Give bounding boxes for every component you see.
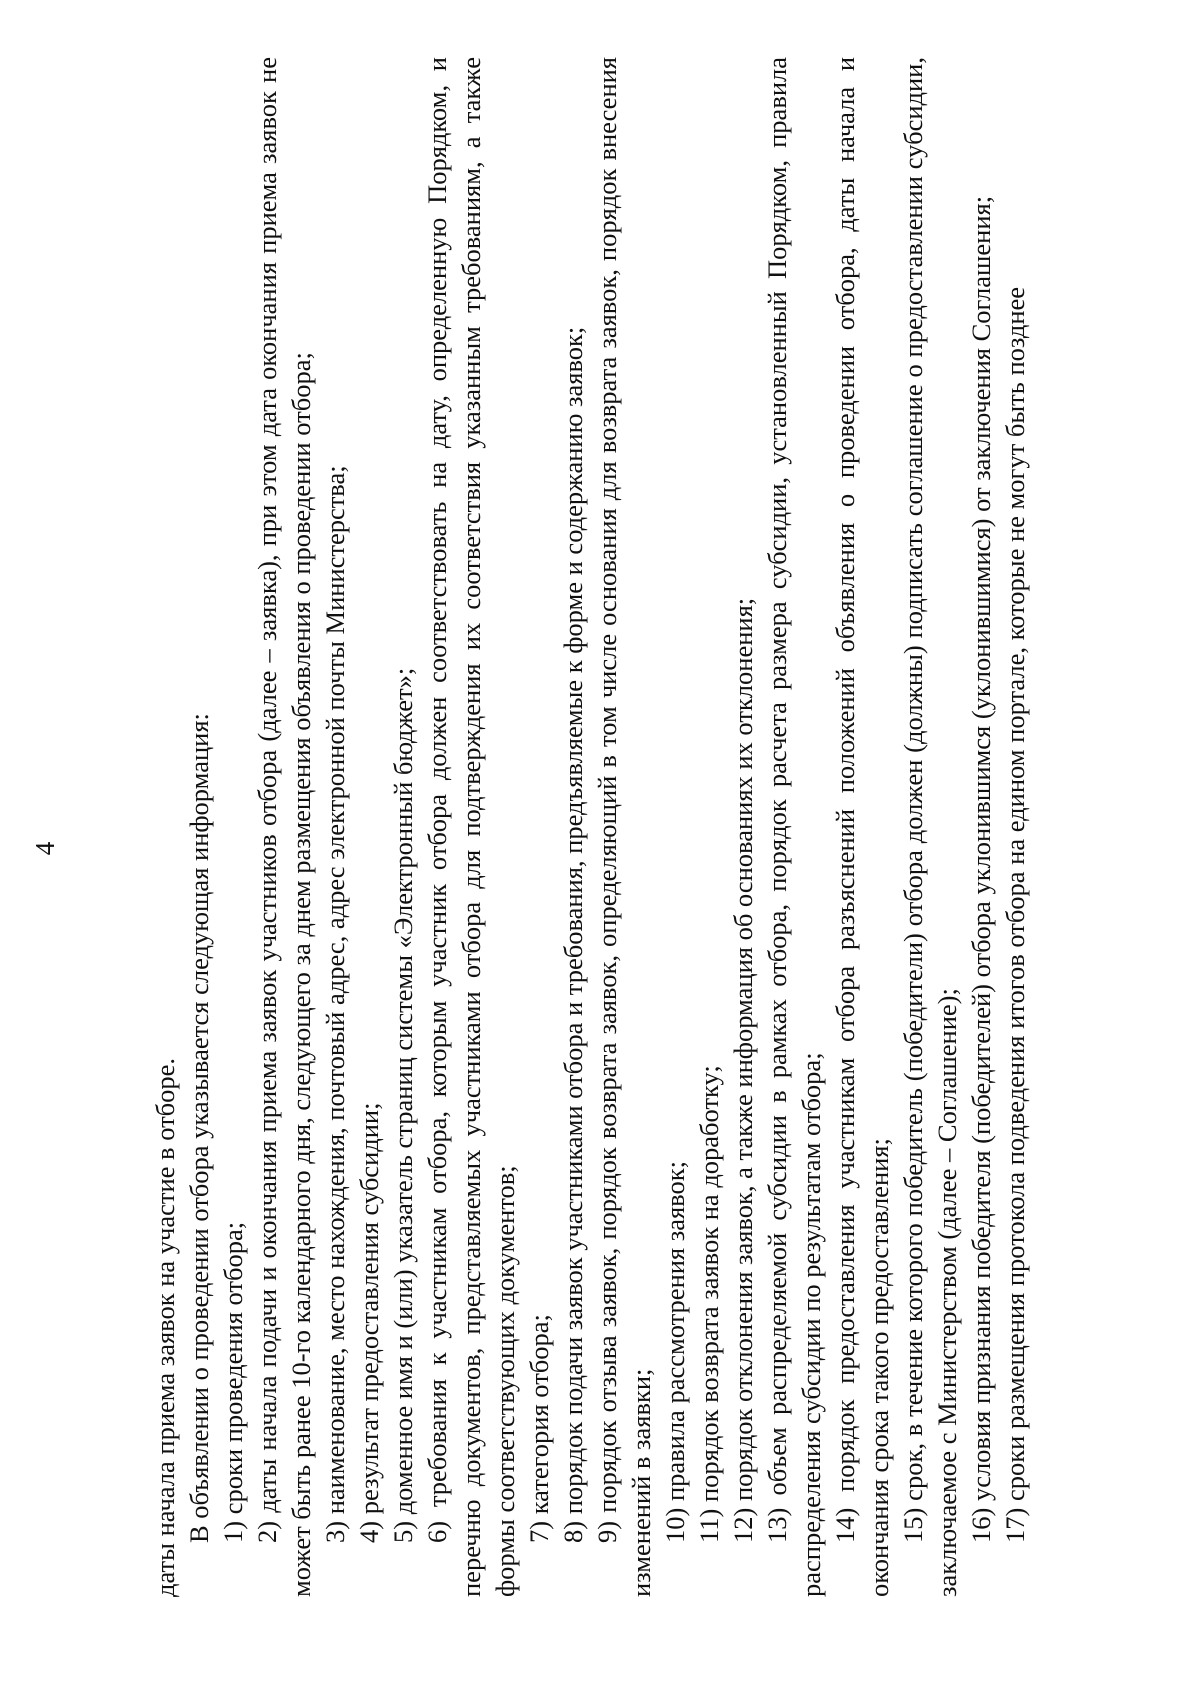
paragraph-continuation: даты начала приема заявок на участие в отборе. <box>150 1057 180 1597</box>
paragraph-intro: В объявлении о проведении отбора указывается следующая информация: <box>184 713 214 1543</box>
list-item-9: 9) порядок отзыва заявок, порядок возврата заявок, определяющий в том числе основания для возврата заявок, порядок внесения изменений в заявки; <box>592 57 656 1597</box>
document-body <box>148 57 1032 1597</box>
list-item-16: 16) условия признания победителя (победителей) отбора уклонившимся (уклонившимися) от заключения Соглашения; <box>966 195 996 1543</box>
list-item-3: 3) наименование, место нахождения, почтовый адрес, адрес электронной почты Министерства; <box>320 465 350 1543</box>
list-item-15: 15) срок, в течение которого победитель (победители) отбора должен (должны) подписать соглашение о предоставлении субсидии, заключаемое с Министерством (далее – Соглашение); <box>898 57 962 1597</box>
list-item-4: 4) результат предоставления субсидии; <box>354 1102 384 1543</box>
list-item-6: 6) требования к участникам отбора, которым участник отбора должен соответствовать на дату, определенную Порядком, и перечню документов, представляемых участниками отбора для подтверждения их соответствия указанным требованиям, а также формы соответствующих документов; <box>422 57 520 1597</box>
list-item-12: 12) порядок отклонения заявок, а также информация об основаниях их отклонения; <box>728 597 758 1543</box>
list-item-14: 14) порядок предоставления участникам отбора разъяснений положений объявления о проведении отбора, даты начала и окончания срока такого предоставления; <box>830 57 894 1597</box>
list-item-8: 8) порядок подачи заявок участниками отбора и требования, предъявляемые к форме и содержанию заявок; <box>558 326 588 1543</box>
list-item-2: 2) даты начала подачи и окончания приема заявок участников отбора (далее – заявка), при этом дата окончания приема заявок не может быть ранее 10-го календарного дня, следующего за днем размещения объявления о проведении отбора; <box>252 57 316 1597</box>
list-item-13: 13) объем распределяемой субсидии в рамках отбора, порядок расчета размера субсидии, установленный Порядком, правила распределения субсидии по результатам отбора; <box>762 57 826 1597</box>
list-item-1: 1) сроки проведения отбора; <box>218 1221 248 1543</box>
list-item-5: 5) доменное имя и (или) указатель страниц системы «Электронный бюджет»; <box>388 667 418 1543</box>
page-number: 4 <box>30 841 60 856</box>
list-item-17: 17) сроки размещения протокола подведения итогов отбора на едином портале, которые не могут быть позднее <box>1000 286 1030 1543</box>
list-item-10: 10) правила рассмотрения заявок; <box>660 1161 690 1543</box>
list-item-7: 7) категория отбора; <box>524 1314 554 1543</box>
list-item-11: 11) порядок возврата заявок на доработку; <box>694 1065 724 1543</box>
